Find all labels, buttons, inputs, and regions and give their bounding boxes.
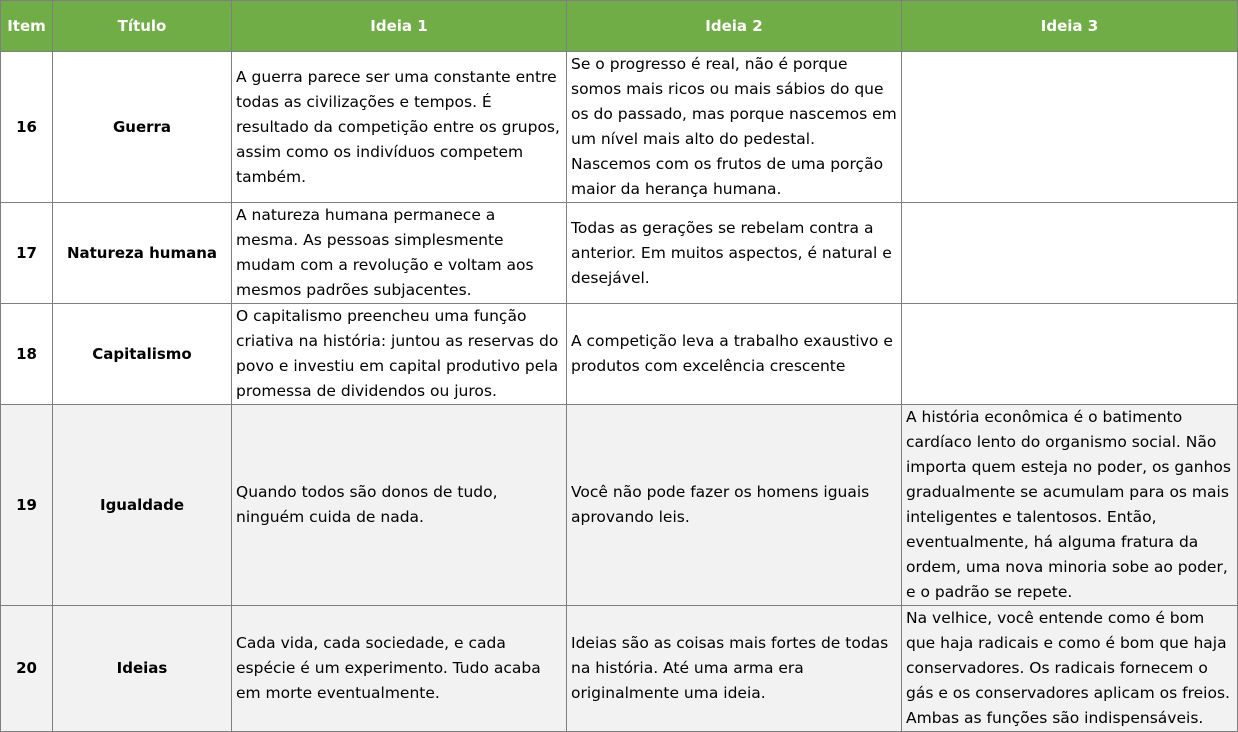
ideia-1-cell: A guerra parece ser uma constante entre todas as civilizações e tempos. É resultado da competição entre os grupos, assim como os indivíduos competem também.: [232, 52, 567, 203]
table-row: [1, 203, 1238, 304]
ideia-2-cell: Se o progresso é real, não é porque somos mais ricos ou mais sábios do que os do passado, mas porque nascemos em um nível mais alto do pedestal. Nascemos com os frutos de uma porção maior da herança humana.: [567, 52, 902, 203]
ideia-2-cell: Ideias são as coisas mais fortes de todas na história. Até uma arma era originalmente uma ideia.: [567, 606, 902, 732]
ideia-3-cell: [902, 203, 1238, 304]
item-number: 17: [1, 203, 53, 304]
table-row: [1, 304, 1238, 405]
ideia-3-cell: Na velhice, você entende como é bom que haja radicais e como é bom que haja conservadores. Os radicais fornecem o gás e os conservadores aplicam os freios. Ambas as funções são indispensáveis.: [902, 606, 1238, 732]
item-title: Natureza humana: [53, 203, 232, 304]
item-number: 18: [1, 304, 53, 405]
item-title: Capitalismo: [53, 304, 232, 405]
ideia-3-cell: [902, 52, 1238, 203]
ideia-1-cell: A natureza humana permanece a mesma. As pessoas simplesmente mudam com a revolução e voltam aos mesmos padrões subjacentes.: [232, 203, 567, 304]
item-title: Guerra: [53, 52, 232, 203]
item-title: Ideias: [53, 606, 232, 732]
ideia-1-cell: Quando todos são donos de tudo, ninguém cuida de nada.: [232, 405, 567, 606]
ideia-3-cell: A história econômica é o batimento cardíaco lento do organismo social. Não importa quem esteja no poder, os ganhos gradualmente se acumulam para os mais inteligentes e talentosos. Então, eventualmente, há alguma fratura da ordem, uma nova minoria sobe ao poder, e o padrão se repete.: [902, 405, 1238, 606]
table-row: [1, 52, 1238, 203]
ideia-3-cell: [902, 304, 1238, 405]
header-item: Item: [1, 1, 53, 52]
ideia-2-cell: A competição leva a trabalho exaustivo e produtos com excelência crescente: [567, 304, 902, 405]
header-titulo: Título: [53, 1, 232, 52]
ideia-1-cell: O capitalismo preencheu uma função criativa na história: juntou as reservas do povo e investiu em capital produtivo pela promessa de dividendos ou juros.: [232, 304, 567, 405]
table-row: [1, 606, 1238, 732]
header-ideia-3: Ideia 3: [902, 1, 1238, 52]
table-row: [1, 405, 1238, 606]
item-number: 19: [1, 405, 53, 606]
item-number: 16: [1, 52, 53, 203]
ideia-1-cell: Cada vida, cada sociedade, e cada espécie é um experimento. Tudo acaba em morte eventualmente.: [232, 606, 567, 732]
ideia-2-cell: Você não pode fazer os homens iguais aprovando leis.: [567, 405, 902, 606]
header-ideia-2: Ideia 2: [567, 1, 902, 52]
header-ideia-1: Ideia 1: [232, 1, 567, 52]
item-number: 20: [1, 606, 53, 732]
header-row: [1, 1, 1238, 52]
ideia-2-cell: Todas as gerações se rebelam contra a anterior. Em muitos aspectos, é natural e desejável.: [567, 203, 902, 304]
item-title: Igualdade: [53, 405, 232, 606]
